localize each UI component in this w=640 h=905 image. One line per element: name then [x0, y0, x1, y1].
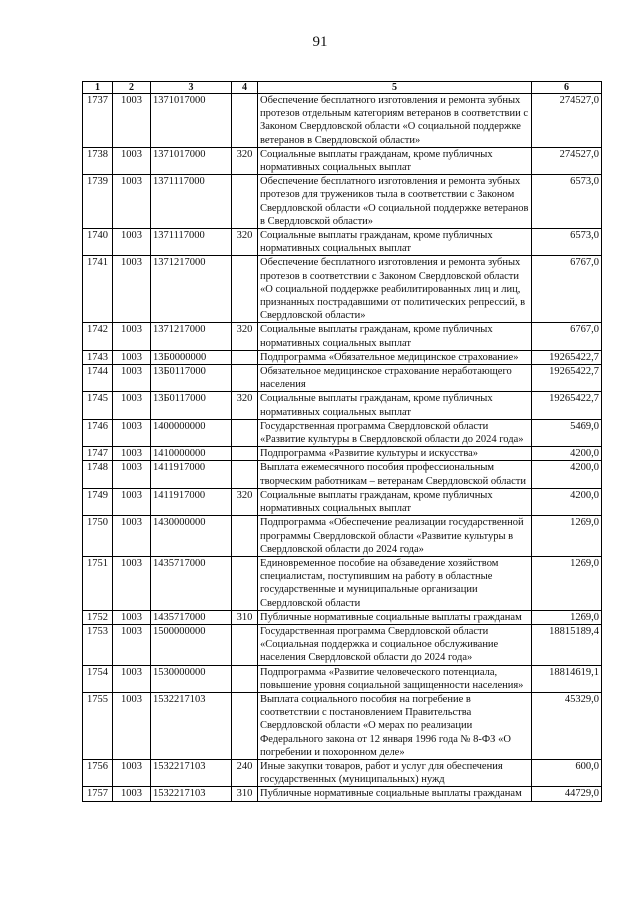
target-code: 13Б0117000 [151, 392, 232, 419]
target-code: 1411917000 [151, 488, 232, 515]
expense-type-code [232, 419, 258, 446]
target-code: 1400000000 [151, 419, 232, 446]
expense-type-code [232, 94, 258, 148]
item-amount: 274527,0 [532, 94, 602, 148]
expense-type-code [232, 365, 258, 392]
header-cell: 2 [113, 82, 151, 94]
item-amount: 18815189,4 [532, 624, 602, 665]
table-row [83, 365, 602, 392]
header-row [83, 82, 602, 94]
table-row [83, 624, 602, 665]
row-number: 1738 [83, 147, 113, 174]
table-row [83, 229, 602, 256]
target-code: 1371217000 [151, 256, 232, 323]
row-number: 1739 [83, 175, 113, 229]
expense-type-code [232, 665, 258, 692]
target-code: 1532217103 [151, 787, 232, 801]
item-amount: 4200,0 [532, 488, 602, 515]
item-amount: 45329,0 [532, 692, 602, 759]
target-code: 1371117000 [151, 175, 232, 229]
item-amount: 600,0 [532, 759, 602, 786]
section-code: 1003 [113, 392, 151, 419]
row-number: 1756 [83, 759, 113, 786]
item-amount: 44729,0 [532, 787, 602, 801]
row-number: 1746 [83, 419, 113, 446]
expense-type-code [232, 256, 258, 323]
expense-type-code: 240 [232, 759, 258, 786]
table-row [83, 392, 602, 419]
item-description: Государственная программа Свердловской области «Социальная поддержка и социальное обслуживание населения Свердловской области до 2024 года» [258, 624, 532, 665]
row-number: 1745 [83, 392, 113, 419]
item-amount: 1269,0 [532, 516, 602, 557]
expense-type-code: 320 [232, 323, 258, 350]
section-code: 1003 [113, 447, 151, 461]
table-row [83, 461, 602, 488]
target-code: 1500000000 [151, 624, 232, 665]
row-number: 1751 [83, 556, 113, 610]
row-number: 1744 [83, 365, 113, 392]
expense-type-code [232, 350, 258, 364]
expense-type-code [232, 624, 258, 665]
table-row [83, 665, 602, 692]
item-amount: 19265422,7 [532, 365, 602, 392]
section-code: 1003 [113, 365, 151, 392]
target-code: 1371017000 [151, 147, 232, 174]
item-description: Подпрограмма «Обеспечение реализации государственной программы Свердловской области «Развитие культуры в Свердловской области до 2024 года» [258, 516, 532, 557]
target-code: 1530000000 [151, 665, 232, 692]
section-code: 1003 [113, 488, 151, 515]
item-description: Подпрограмма «Развитие человеческого потенциала, повышение уровня социальной защищенности населения» [258, 665, 532, 692]
expense-type-code [232, 447, 258, 461]
row-number: 1748 [83, 461, 113, 488]
item-description: Подпрограмма «Развитие культуры и искусства» [258, 447, 532, 461]
target-code: 1532217103 [151, 692, 232, 759]
item-amount: 19265422,7 [532, 392, 602, 419]
section-code: 1003 [113, 692, 151, 759]
budget-table [82, 81, 602, 802]
item-amount: 18814619,1 [532, 665, 602, 692]
section-code: 1003 [113, 419, 151, 446]
target-code: 1371117000 [151, 229, 232, 256]
section-code: 1003 [113, 556, 151, 610]
item-amount: 4200,0 [532, 461, 602, 488]
item-description: Социальные выплаты гражданам, кроме публичных нормативных социальных выплат [258, 147, 532, 174]
section-code: 1003 [113, 175, 151, 229]
expense-type-code [232, 516, 258, 557]
expense-type-code [232, 461, 258, 488]
target-code: 13Б0117000 [151, 365, 232, 392]
section-code: 1003 [113, 665, 151, 692]
item-amount: 274527,0 [532, 147, 602, 174]
row-number: 1755 [83, 692, 113, 759]
row-number: 1752 [83, 610, 113, 624]
section-code: 1003 [113, 461, 151, 488]
item-amount: 5469,0 [532, 419, 602, 446]
table-row [83, 488, 602, 515]
table-row [83, 692, 602, 759]
table-row [83, 556, 602, 610]
section-code: 1003 [113, 759, 151, 786]
table-row [83, 447, 602, 461]
item-description: Социальные выплаты гражданам, кроме публичных нормативных социальных выплат [258, 229, 532, 256]
row-number: 1740 [83, 229, 113, 256]
table-row [83, 323, 602, 350]
row-number: 1749 [83, 488, 113, 515]
item-description: Государственная программа Свердловской области «Развитие культуры в Свердловской области до 2024 года» [258, 419, 532, 446]
section-code: 1003 [113, 323, 151, 350]
row-number: 1753 [83, 624, 113, 665]
target-code: 1435717000 [151, 610, 232, 624]
row-number: 1754 [83, 665, 113, 692]
item-description: Социальные выплаты гражданам, кроме публичных нормативных социальных выплат [258, 323, 532, 350]
section-code: 1003 [113, 350, 151, 364]
table-row [83, 419, 602, 446]
item-description: Единовременное пособие на обзаведение хозяйством специалистам, поступившим на работу в областные государственные и муниципальные организации Свердловской области [258, 556, 532, 610]
section-code: 1003 [113, 787, 151, 801]
item-amount: 1269,0 [532, 556, 602, 610]
page-number: 91 [312, 34, 328, 50]
row-number: 1750 [83, 516, 113, 557]
target-code: 1371017000 [151, 94, 232, 148]
item-description: Обеспечение бесплатного изготовления и ремонта зубных протезов в соответствии с Законом Свердловской области «О социальной поддержке реабилитированных лиц и лиц, признанных пострадавшими от политических репрессий, в Свердловской области» [258, 256, 532, 323]
item-description: Социальные выплаты гражданам, кроме публичных нормативных социальных выплат [258, 488, 532, 515]
item-description: Выплата ежемесячного пособия профессиональным творческим работникам – ветеранам Свердловской области [258, 461, 532, 488]
expense-type-code [232, 556, 258, 610]
table-row [83, 787, 602, 801]
item-description: Подпрограмма «Обязательное медицинское страхование» [258, 350, 532, 364]
expense-type-code: 320 [232, 488, 258, 515]
item-amount: 1269,0 [532, 610, 602, 624]
table-row [83, 175, 602, 229]
item-amount: 6573,0 [532, 229, 602, 256]
item-description: Иные закупки товаров, работ и услуг для обеспечения государственных (муниципальных) нужд [258, 759, 532, 786]
target-code: 1435717000 [151, 556, 232, 610]
item-amount: 6767,0 [532, 323, 602, 350]
table-row [83, 94, 602, 148]
expense-type-code: 310 [232, 787, 258, 801]
section-code: 1003 [113, 610, 151, 624]
target-code: 1411917000 [151, 461, 232, 488]
header-cell: 3 [151, 82, 232, 94]
item-description: Обеспечение бесплатного изготовления и ремонта зубных протезов для труженикoв тыла в соответствии с Законом Свердловской области «О социальной поддержке ветеранов в Свердловской области» [258, 175, 532, 229]
expense-type-code: 310 [232, 610, 258, 624]
expense-type-code: 320 [232, 392, 258, 419]
row-number: 1737 [83, 94, 113, 148]
table-row [83, 350, 602, 364]
row-number: 1743 [83, 350, 113, 364]
target-code: 1430000000 [151, 516, 232, 557]
item-description: Публичные нормативные социальные выплаты гражданам [258, 610, 532, 624]
table-row [83, 516, 602, 557]
header-cell: 1 [83, 82, 113, 94]
expense-type-code [232, 175, 258, 229]
item-description: Выплата социального пособия на погребение в соответствии с постановлением Правительства Свердловской области «О мерах по реализации Федерального закона от 12 января 1996 года № 8-ФЗ «О погребении и похоронном деле» [258, 692, 532, 759]
section-code: 1003 [113, 147, 151, 174]
row-number: 1757 [83, 787, 113, 801]
table-row [83, 256, 602, 323]
expense-type-code: 320 [232, 147, 258, 174]
table-row [83, 759, 602, 786]
section-code: 1003 [113, 229, 151, 256]
row-number: 1742 [83, 323, 113, 350]
item-amount: 4200,0 [532, 447, 602, 461]
target-code: 1410000000 [151, 447, 232, 461]
section-code: 1003 [113, 516, 151, 557]
item-amount: 6573,0 [532, 175, 602, 229]
item-description: Обязательное медицинское страхование неработающего населения [258, 365, 532, 392]
item-description: Публичные нормативные социальные выплаты гражданам [258, 787, 532, 801]
target-code: 1371217000 [151, 323, 232, 350]
item-amount: 6767,0 [532, 256, 602, 323]
table-row [83, 610, 602, 624]
expense-type-code: 320 [232, 229, 258, 256]
target-code: 13Б0000000 [151, 350, 232, 364]
row-number: 1747 [83, 447, 113, 461]
row-number: 1741 [83, 256, 113, 323]
target-code: 1532217103 [151, 759, 232, 786]
item-amount: 19265422,7 [532, 350, 602, 364]
item-description: Социальные выплаты гражданам, кроме публичных нормативных социальных выплат [258, 392, 532, 419]
header-cell: 5 [258, 82, 532, 94]
header-cell: 4 [232, 82, 258, 94]
section-code: 1003 [113, 624, 151, 665]
table-row [83, 147, 602, 174]
header-cell: 6 [532, 82, 602, 94]
section-code: 1003 [113, 256, 151, 323]
item-description: Обеспечение бесплатного изготовления и ремонта зубных протезов отдельным категориям ветеранов в соответствии с Законом Свердловской области «О социальной поддержке ветеранов в Свердловской области» [258, 94, 532, 148]
expense-type-code [232, 692, 258, 759]
section-code: 1003 [113, 94, 151, 148]
